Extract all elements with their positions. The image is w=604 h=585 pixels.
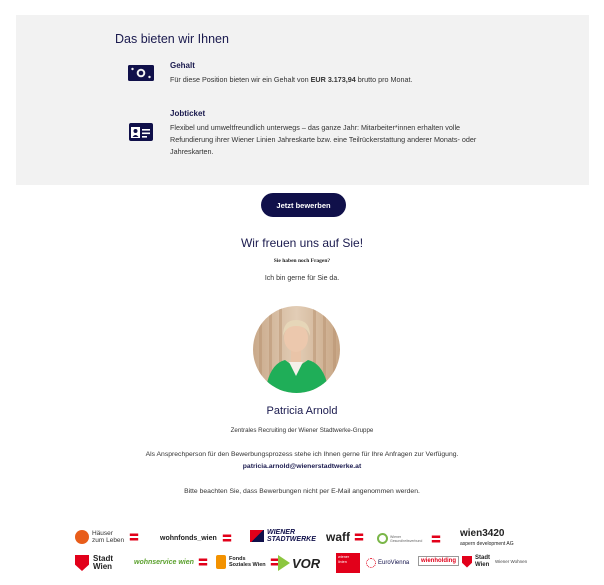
wien-shield-icon — [462, 556, 472, 568]
contact-name: Patricia Arnold — [266, 405, 338, 417]
logo-waff[interactable]: waff — [326, 530, 368, 544]
logo-wiener-linien[interactable]: wiener linien — [336, 553, 360, 573]
logo-wohnfonds-wien[interactable]: wohnfonds_wien — [160, 533, 236, 543]
benefit-description: Für diese Position bieten wir ein Gehalt von EUR 3.173,94 brutto pro Monat. — [170, 75, 413, 84]
logo-stadt-wien[interactable]: Stadt Wien — [75, 555, 113, 571]
availability-text: Ich bin gerne für Sie da. — [264, 275, 340, 282]
contact-email-link[interactable]: patricia.arnold@wienerstadtwerke.at — [242, 463, 362, 470]
wien-shield-icon — [75, 555, 89, 571]
questions-text: Sie haben noch Fragen? — [273, 258, 331, 264]
benefit-description: Flexibel und umweltfreundlich unterwegs – das ganze Jahr: Mitarbeiter*innen erhalten volle Refundierung ihrer Wiener Linien Jahreskarte bzw. eine Teilrückerstattung anderer Monats- oder Jahreskarten. — [170, 123, 477, 156]
contact-description: Als Ansprechperson für den Bewerbungsprozess stehe ich Ihnen gerne für Ihre Anfragen zur Verfügung. — [145, 451, 459, 458]
logo-wohnservice-wien[interactable]: wohnservice wien — [134, 557, 212, 567]
wien-flag-icon — [199, 559, 207, 566]
logo-eurovienna[interactable]: EuroVienna — [366, 558, 409, 568]
logo-wiener-stadtwerke[interactable]: WIENER STADTWERKE — [250, 529, 316, 543]
wien-flag-icon — [130, 534, 138, 541]
money-icon — [126, 63, 156, 85]
contact-headline: Wir freuen uns auf Sie! — [240, 236, 364, 250]
wien-flag-icon — [432, 535, 440, 542]
wien-flag-icon — [223, 535, 231, 542]
contact-avatar — [253, 306, 340, 393]
logo-wiener-wohnen[interactable]: Stadt Wien Wiener Wohnen — [462, 555, 527, 568]
salary-amount: EUR 3.173,94 — [310, 75, 356, 84]
benefits-section — [16, 15, 589, 185]
logo-wienholding[interactable]: wienholding — [418, 556, 459, 566]
benefit-heading: Jobticket — [170, 109, 206, 118]
star-ring-icon — [366, 558, 376, 568]
vor-arrow-icon — [278, 555, 290, 571]
apply-button[interactable]: Jetzt bewerben — [261, 193, 346, 217]
contact-role: Zentrales Recruiting der Wiener Stadtwerke-Gruppe — [230, 427, 374, 434]
stadtwerke-icon — [250, 530, 264, 542]
logo-gesundheitsverbund[interactable]: Wiener Gesundheitsverbund — [377, 533, 445, 544]
benefits-title: Das bieten wir Ihnen — [115, 32, 229, 46]
benefit-heading: Gehalt — [170, 61, 195, 70]
partner-logos — [0, 525, 604, 580]
logo-haeuser-zum-leben[interactable]: Häuser zum Leben — [75, 530, 143, 544]
logo-vor[interactable]: VOR — [278, 555, 320, 571]
logo-wien3420[interactable]: wien3420 aspern development AG — [460, 528, 514, 547]
application-note: Bitte beachten Sie, dass Bewerbungen nicht per E-Mail angenommen werden. — [184, 488, 420, 495]
logo-fonds-soziales-wien[interactable]: Fonds Soziales Wien — [216, 555, 284, 569]
id-card-icon — [126, 121, 156, 143]
leaf-icon — [377, 533, 388, 544]
house-icon — [75, 530, 89, 544]
fsw-icon — [216, 555, 226, 569]
wien-flag-icon — [355, 534, 363, 541]
